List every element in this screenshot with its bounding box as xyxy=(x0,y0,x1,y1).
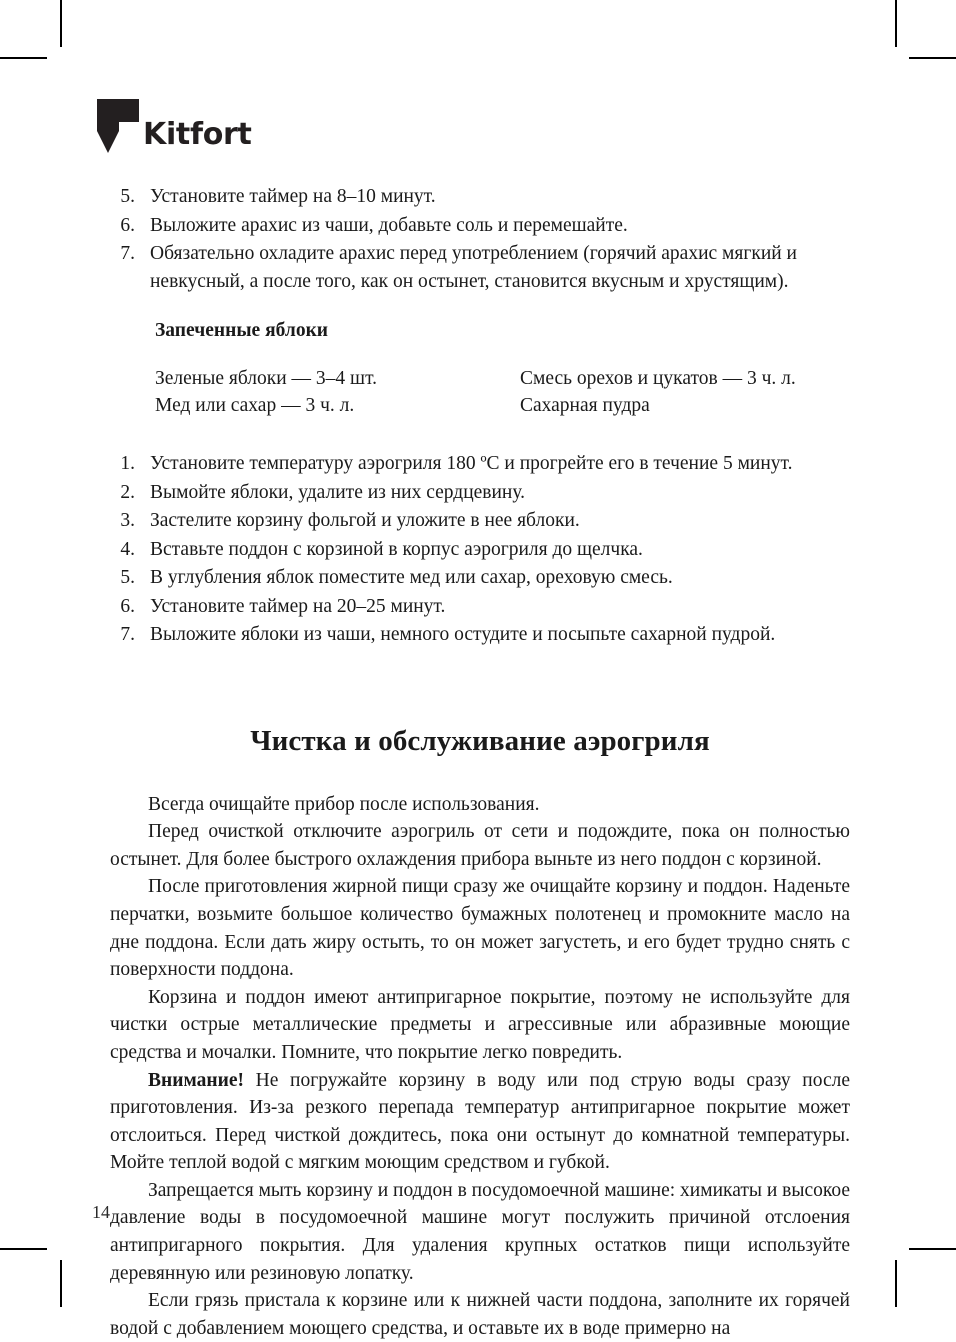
list-item xyxy=(110,479,850,507)
ingredients-block xyxy=(155,365,850,420)
paragraph-text: Не погружайте корзину в воду или под струю воды сразу после приготовления. Из-за резкого перепада температур антипригарное покрытие может отслоиться. Перед чисткой дождитесь, пока они остынут до комнатной температуры. Мойте теплой водой с мягким моющим средством и губкой. xyxy=(110,1069,850,1174)
list-item-number: 5. xyxy=(120,567,135,589)
list-item-number: 3. xyxy=(120,510,135,532)
list-item xyxy=(110,621,850,649)
list-item xyxy=(110,450,850,478)
list-item-text: Застелите корзину фольгой и уложите в нее яблоки. xyxy=(150,510,580,532)
paragraph xyxy=(110,873,850,983)
list-item-number: 7. xyxy=(120,624,135,646)
cleaning-body-copy xyxy=(110,791,850,1342)
list-item-text: Установите таймер на 8–10 минут. xyxy=(150,186,436,207)
ingredients-column-left xyxy=(155,365,520,420)
paragraph xyxy=(110,984,850,1067)
list-item xyxy=(110,183,850,211)
spacer xyxy=(110,420,850,450)
page-content xyxy=(110,183,850,1342)
list-item-number: 2. xyxy=(120,481,135,503)
peanut-steps-list xyxy=(110,183,850,295)
list-item-number: 6. xyxy=(120,214,135,236)
page-number: 14 xyxy=(92,1202,110,1222)
recipe-title: Запеченные яблоки xyxy=(155,320,329,342)
list-item xyxy=(110,536,850,564)
paragraph-text: Если грязь пристала к корзине или к нижней части поддона, заполните их горячей водой с добавлением моющего средства, и оставьте их в воде примерно на xyxy=(110,1290,850,1339)
list-item-text: В углубления яблок поместите мед или сахар, ореховую смесь. xyxy=(150,567,673,589)
section-heading-cleaning: Чистка и обслуживание аэрогриля xyxy=(250,725,710,758)
paragraph-text: Запрещается мыть корзину и поддон в посудомоечной машине: химикаты и высокое давление воды в посудомоечной машине могут послужить причиной отслоения антипригарного покрытия. Для удаления крупных остатков пищи используйте деревянную или резиновую лопатку. xyxy=(110,1179,850,1284)
list-item-number: 6. xyxy=(120,595,135,617)
list-item-text: Выложите арахис из чаши, добавьте соль и перемешайте. xyxy=(150,214,628,236)
paragraph xyxy=(110,1177,850,1287)
paragraph-text: Всегда очищайте прибор после использования. xyxy=(148,793,540,815)
ingredient-item: Мед или сахар — 3 ч. л. xyxy=(155,395,355,417)
paragraph xyxy=(110,791,850,819)
list-item xyxy=(110,564,850,592)
baked-apples-steps-list xyxy=(110,450,850,649)
ingredient-item: Смесь орехов и цукатов — 3 ч. л. xyxy=(520,367,796,389)
brand-name: Kitfort xyxy=(143,117,252,152)
paragraph xyxy=(110,818,850,873)
ingredient-item: Сахарная пудра xyxy=(520,395,650,417)
brand-logo xyxy=(95,98,252,154)
list-item-text: Установите температуру аэрогриля 180 ºС и прогрейте его в течение 5 минут. xyxy=(150,452,793,474)
list-item xyxy=(110,212,850,240)
list-item-text: Вымойте яблоки, удалите из них сердцевину. xyxy=(150,481,526,503)
list-item-number: 7. xyxy=(120,243,135,265)
kitfort-flag-logo-icon xyxy=(95,98,141,154)
paragraph-text: Перед очисткой отключите аэрогриль от сети и подождите, пока он полностью остынет. Для более быстрого охлаждения прибора выньте из него поддон с корзиной. xyxy=(110,821,850,870)
list-item-number: 1. xyxy=(120,452,135,474)
list-item xyxy=(110,240,850,295)
paragraph-text: Корзина и поддон имеют антипригарное покрытие, поэтому не используйте для чистки острые металлические предметы и агрессивные или абразивные моющие средства и мочалки. Помните, что покрытие легко повредить. xyxy=(110,986,850,1063)
list-item xyxy=(110,593,850,621)
list-item-number: 5. xyxy=(120,186,135,207)
list-item-text: Обязательно охладите арахис перед употреблением (горячий арахис мягкий и невкусный, а после того, как он остынет, становится вкусным и хрустящим). xyxy=(150,243,797,292)
list-item-text: Выложите яблоки из чаши, немного остудите и посыпьте сахарной пудрой. xyxy=(150,624,776,646)
paragraph-text: После приготовления жирной пищи сразу же очищайте корзину и поддон. Наденьте перчатки, возьмите большое количество бумажных полотенец и промокните масло на дне поддона. Если дать жиру остыть, то он может загустеть, и его будет трудно снять с поверхности поддона. xyxy=(110,876,850,981)
list-item-number: 4. xyxy=(120,538,135,560)
warning-lead: Внимание! xyxy=(148,1069,244,1091)
paragraph-warning xyxy=(110,1067,850,1177)
list-item xyxy=(110,507,850,535)
list-item-text: Вставьте поддон с корзиной в корпус аэрогриля до щелчка. xyxy=(150,538,643,560)
ingredient-item: Зеленые яблоки — 3–4 шт. xyxy=(155,367,377,389)
ingredients-column-right xyxy=(520,365,850,420)
paragraph xyxy=(110,1287,850,1342)
list-item-text: Установите таймер на 20–25 минут. xyxy=(150,595,446,617)
